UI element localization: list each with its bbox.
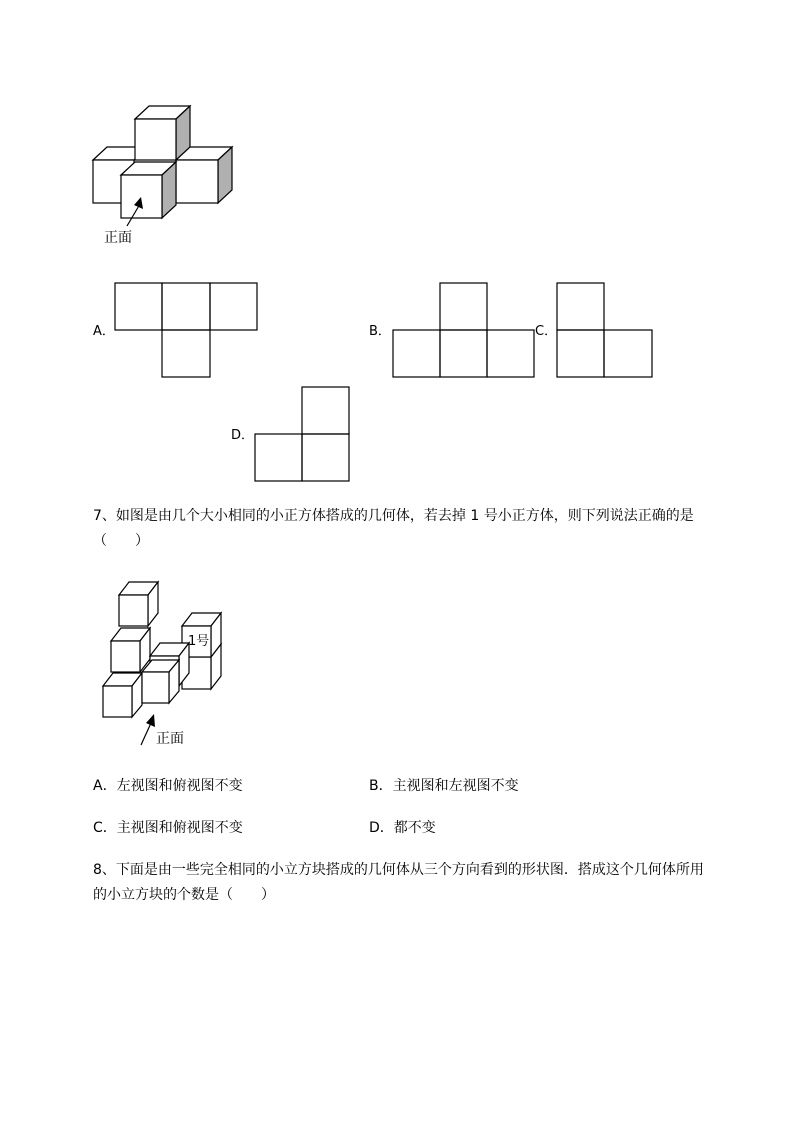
- q6-front-label: 正面: [104, 230, 132, 246]
- q6-option-a-letter: A．: [93, 324, 115, 339]
- q7-option-a: A．左视图和俯视图不变: [93, 778, 243, 794]
- q8-stem-line1: 8、下面是由一些完全相同的小立方块搭成的几何体从三个方向看到的形状图．搭成这个几何体所用: [93, 862, 704, 878]
- q7-option-d: D．都不变: [369, 820, 436, 836]
- q7-front-label: 正面: [156, 731, 184, 747]
- q6-option-c-letter: C．: [535, 324, 558, 339]
- q7-stem-line2: （ ）: [93, 533, 149, 549]
- q6-option-b-letter: B．: [369, 324, 391, 339]
- q8-stem-line2: 的小立方块的个数是（ ）: [93, 887, 275, 903]
- q6-option-d-letter: D．: [231, 428, 255, 443]
- q7-cube-number-label: 1号: [188, 634, 210, 649]
- q7-option-b: B．主视图和左视图不变: [369, 778, 519, 794]
- q7-stem-line1: 7、如图是由几个大小相同的小正方体搭成的几何体，若去掉 1 号小正方体，则下列说法正确的是: [93, 508, 694, 524]
- q7-option-c: C．主视图和俯视图不变: [93, 820, 243, 836]
